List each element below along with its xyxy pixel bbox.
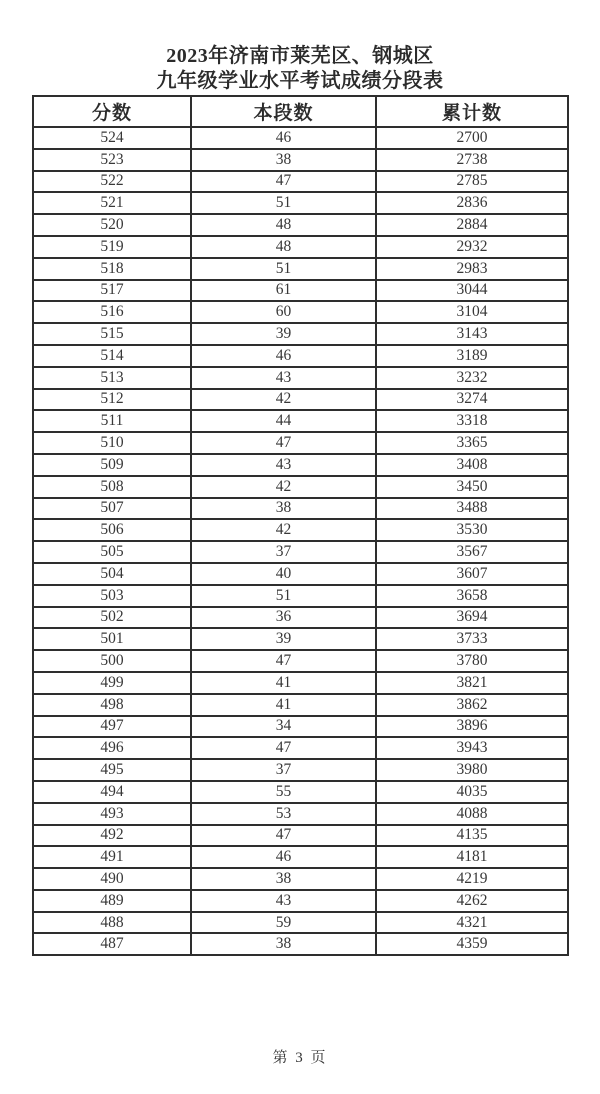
cell-segment-count: 46 xyxy=(191,345,376,367)
cell-score: 508 xyxy=(33,476,191,498)
table-row xyxy=(33,149,568,171)
cell-cumulative-count: 3658 xyxy=(376,585,568,607)
cell-cumulative-count: 3980 xyxy=(376,759,568,781)
table-row xyxy=(33,171,568,193)
document-title xyxy=(0,44,600,94)
cell-segment-count: 47 xyxy=(191,432,376,454)
cell-score: 512 xyxy=(33,389,191,411)
score-table xyxy=(32,95,569,956)
cell-score: 515 xyxy=(33,323,191,345)
cell-score: 498 xyxy=(33,694,191,716)
table-row xyxy=(33,498,568,520)
cell-segment-count: 37 xyxy=(191,759,376,781)
table-row xyxy=(33,214,568,236)
page-number: 第 3 页 xyxy=(272,1050,328,1066)
cell-cumulative-count: 3232 xyxy=(376,367,568,389)
cell-score: 513 xyxy=(33,367,191,389)
cell-cumulative-count: 2738 xyxy=(376,149,568,171)
cell-segment-count: 46 xyxy=(191,846,376,868)
table-row xyxy=(33,585,568,607)
table-row xyxy=(33,563,568,585)
table-row xyxy=(33,301,568,323)
table-row xyxy=(33,345,568,367)
cell-cumulative-count: 3274 xyxy=(376,389,568,411)
table-row xyxy=(33,694,568,716)
table-row xyxy=(33,737,568,759)
cell-segment-count: 38 xyxy=(191,149,376,171)
cell-score: 495 xyxy=(33,759,191,781)
cell-cumulative-count: 3530 xyxy=(376,519,568,541)
cell-score: 518 xyxy=(33,258,191,280)
cell-segment-count: 47 xyxy=(191,650,376,672)
cell-score: 521 xyxy=(33,192,191,214)
table-row xyxy=(33,803,568,825)
table-row xyxy=(33,607,568,629)
cell-score: 505 xyxy=(33,541,191,563)
cell-score: 497 xyxy=(33,716,191,738)
table-row xyxy=(33,672,568,694)
cell-cumulative-count: 3104 xyxy=(376,301,568,323)
table-row xyxy=(33,890,568,912)
document-title-line1: 2023年济南市莱芜区、钢城区 xyxy=(166,45,434,67)
table-row xyxy=(33,476,568,498)
cell-segment-count: 34 xyxy=(191,716,376,738)
cell-cumulative-count: 4359 xyxy=(376,933,568,955)
table-row xyxy=(33,846,568,868)
cell-cumulative-count: 3862 xyxy=(376,694,568,716)
cell-cumulative-count: 3143 xyxy=(376,323,568,345)
cell-score: 522 xyxy=(33,171,191,193)
cell-segment-count: 43 xyxy=(191,890,376,912)
cell-segment-count: 38 xyxy=(191,868,376,890)
cell-score: 488 xyxy=(33,912,191,934)
table-row xyxy=(33,628,568,650)
cell-score: 507 xyxy=(33,498,191,520)
cell-segment-count: 55 xyxy=(191,781,376,803)
cell-cumulative-count: 4181 xyxy=(376,846,568,868)
cell-cumulative-count: 3450 xyxy=(376,476,568,498)
table-row xyxy=(33,716,568,738)
cell-score: 501 xyxy=(33,628,191,650)
table-row xyxy=(33,912,568,934)
cell-score: 489 xyxy=(33,890,191,912)
table-row xyxy=(33,192,568,214)
cell-segment-count: 40 xyxy=(191,563,376,585)
cell-cumulative-count: 2836 xyxy=(376,192,568,214)
cell-score: 519 xyxy=(33,236,191,258)
cell-cumulative-count: 4035 xyxy=(376,781,568,803)
cell-score: 494 xyxy=(33,781,191,803)
cell-score: 504 xyxy=(33,563,191,585)
cell-score: 493 xyxy=(33,803,191,825)
table-row xyxy=(33,825,568,847)
column-header-segment-count: 本段数 xyxy=(191,96,376,127)
cell-score: 502 xyxy=(33,607,191,629)
cell-score: 510 xyxy=(33,432,191,454)
cell-cumulative-count: 3780 xyxy=(376,650,568,672)
cell-segment-count: 39 xyxy=(191,323,376,345)
cell-cumulative-count: 4219 xyxy=(376,868,568,890)
cell-score: 523 xyxy=(33,149,191,171)
cell-segment-count: 61 xyxy=(191,280,376,302)
cell-score: 503 xyxy=(33,585,191,607)
cell-cumulative-count: 3943 xyxy=(376,737,568,759)
table-row xyxy=(33,410,568,432)
cell-cumulative-count: 3044 xyxy=(376,280,568,302)
cell-score: 516 xyxy=(33,301,191,323)
table-row xyxy=(33,367,568,389)
cell-score: 511 xyxy=(33,410,191,432)
cell-score: 509 xyxy=(33,454,191,476)
cell-segment-count: 51 xyxy=(191,585,376,607)
cell-segment-count: 42 xyxy=(191,519,376,541)
cell-cumulative-count: 3567 xyxy=(376,541,568,563)
cell-score: 490 xyxy=(33,868,191,890)
cell-cumulative-count: 3365 xyxy=(376,432,568,454)
table-row xyxy=(33,519,568,541)
cell-segment-count: 41 xyxy=(191,694,376,716)
cell-segment-count: 47 xyxy=(191,171,376,193)
cell-segment-count: 37 xyxy=(191,541,376,563)
cell-cumulative-count: 3607 xyxy=(376,563,568,585)
score-table-body xyxy=(33,127,568,955)
cell-segment-count: 48 xyxy=(191,236,376,258)
document-title-line2: 九年级学业水平考试成绩分段表 xyxy=(156,70,444,92)
cell-score: 524 xyxy=(33,127,191,149)
cell-cumulative-count: 3318 xyxy=(376,410,568,432)
cell-segment-count: 44 xyxy=(191,410,376,432)
cell-score: 517 xyxy=(33,280,191,302)
cell-cumulative-count: 4321 xyxy=(376,912,568,934)
cell-cumulative-count: 4088 xyxy=(376,803,568,825)
table-row xyxy=(33,759,568,781)
header-row xyxy=(33,96,568,127)
table-row xyxy=(33,868,568,890)
cell-segment-count: 51 xyxy=(191,192,376,214)
cell-cumulative-count: 3821 xyxy=(376,672,568,694)
cell-score: 520 xyxy=(33,214,191,236)
cell-segment-count: 46 xyxy=(191,127,376,149)
table-row xyxy=(33,781,568,803)
cell-cumulative-count: 3896 xyxy=(376,716,568,738)
cell-segment-count: 38 xyxy=(191,933,376,955)
cell-score: 496 xyxy=(33,737,191,759)
column-header-cumulative-count: 累计数 xyxy=(376,96,568,127)
cell-segment-count: 43 xyxy=(191,367,376,389)
cell-cumulative-count: 2932 xyxy=(376,236,568,258)
cell-segment-count: 42 xyxy=(191,389,376,411)
cell-score: 499 xyxy=(33,672,191,694)
cell-segment-count: 53 xyxy=(191,803,376,825)
cell-cumulative-count: 3733 xyxy=(376,628,568,650)
cell-cumulative-count: 2884 xyxy=(376,214,568,236)
cell-segment-count: 51 xyxy=(191,258,376,280)
cell-cumulative-count: 2785 xyxy=(376,171,568,193)
cell-cumulative-count: 4135 xyxy=(376,825,568,847)
cell-segment-count: 39 xyxy=(191,628,376,650)
column-header-score: 分数 xyxy=(33,96,191,127)
score-table-header xyxy=(33,96,568,127)
cell-segment-count: 43 xyxy=(191,454,376,476)
table-row xyxy=(33,389,568,411)
cell-score: 500 xyxy=(33,650,191,672)
table-row xyxy=(33,933,568,955)
cell-segment-count: 42 xyxy=(191,476,376,498)
cell-segment-count: 38 xyxy=(191,498,376,520)
cell-segment-count: 59 xyxy=(191,912,376,934)
cell-cumulative-count: 3488 xyxy=(376,498,568,520)
table-row xyxy=(33,650,568,672)
cell-segment-count: 41 xyxy=(191,672,376,694)
table-row xyxy=(33,541,568,563)
table-row xyxy=(33,258,568,280)
cell-segment-count: 36 xyxy=(191,607,376,629)
cell-cumulative-count: 3189 xyxy=(376,345,568,367)
cell-segment-count: 47 xyxy=(191,737,376,759)
cell-score: 491 xyxy=(33,846,191,868)
table-row xyxy=(33,323,568,345)
cell-cumulative-count: 2700 xyxy=(376,127,568,149)
cell-cumulative-count: 3408 xyxy=(376,454,568,476)
cell-segment-count: 60 xyxy=(191,301,376,323)
cell-cumulative-count: 2983 xyxy=(376,258,568,280)
cell-segment-count: 48 xyxy=(191,214,376,236)
cell-score: 487 xyxy=(33,933,191,955)
table-row xyxy=(33,127,568,149)
cell-score: 514 xyxy=(33,345,191,367)
cell-score: 506 xyxy=(33,519,191,541)
cell-segment-count: 47 xyxy=(191,825,376,847)
table-row xyxy=(33,280,568,302)
table-row xyxy=(33,454,568,476)
cell-cumulative-count: 3694 xyxy=(376,607,568,629)
cell-cumulative-count: 4262 xyxy=(376,890,568,912)
table-row xyxy=(33,432,568,454)
table-row xyxy=(33,236,568,258)
cell-score: 492 xyxy=(33,825,191,847)
